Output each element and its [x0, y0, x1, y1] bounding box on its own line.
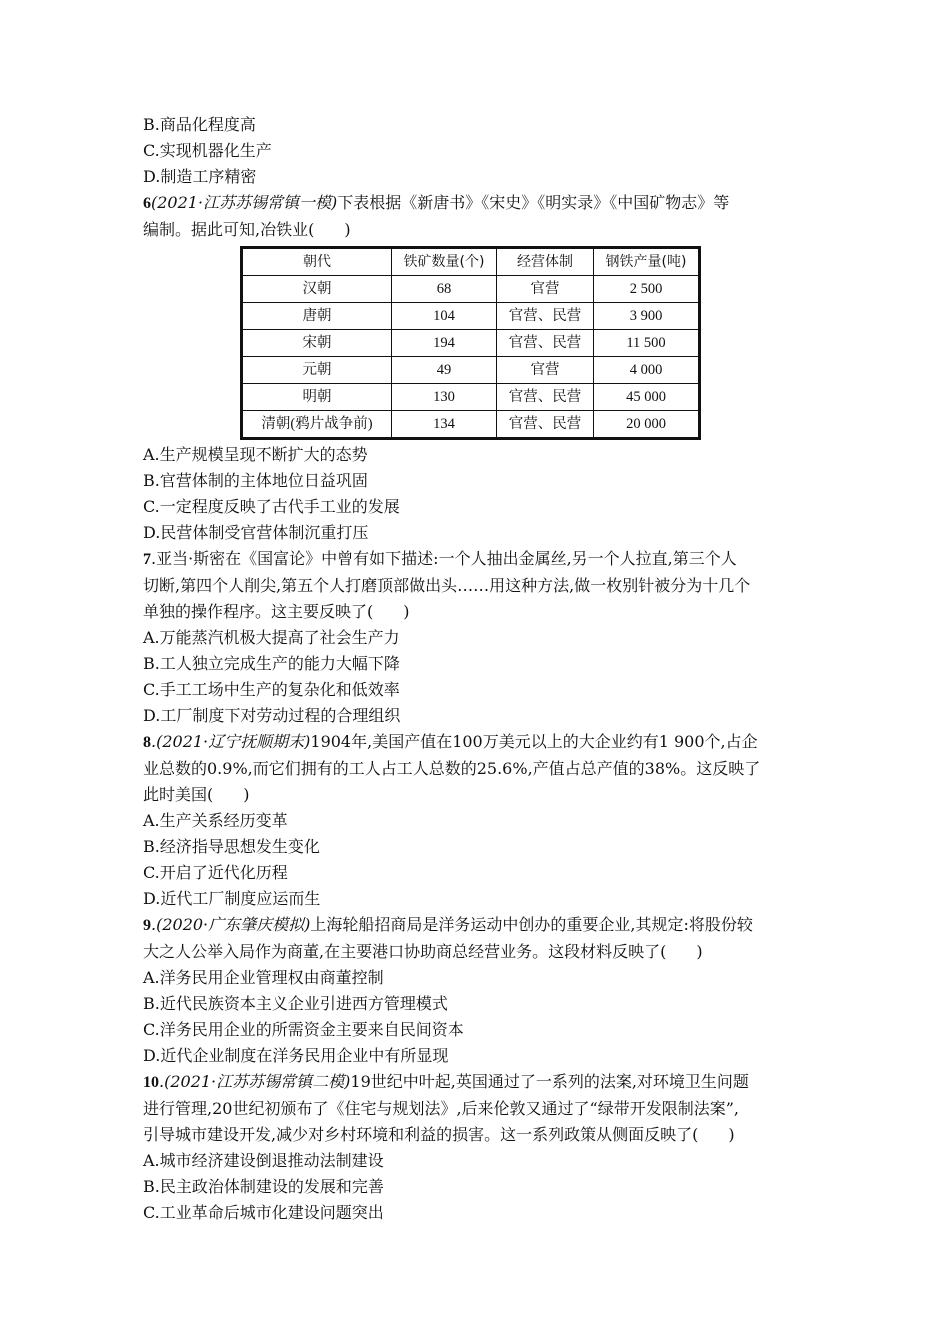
table-cell: 官营、民营: [497, 303, 594, 330]
q5-options: [143, 112, 813, 190]
table-cell: 11 500: [594, 330, 700, 357]
table-row: [242, 357, 700, 384]
table-cell: 130: [392, 384, 497, 411]
q10-stem-line-2: 进行管理,20世纪初颁布了《住宅与规划法》,后来伦敦又通过了“绿带开发限制法案”,: [143, 1099, 739, 1118]
table-cell: 汉朝: [242, 276, 392, 303]
q10-stem-end: ): [728, 1125, 735, 1144]
q8-source: .(2021·辽宁抚顺期末): [151, 732, 311, 751]
q6-stem-text-2: 编制。据此可知,冶铁业(: [143, 220, 315, 239]
table-cell: 官营: [497, 276, 594, 303]
table-cell: 194: [392, 330, 497, 357]
table-cell: 104: [392, 303, 497, 330]
q9-option-a[interactable]: A.洋务民用企业管理权由商董控制: [143, 968, 384, 987]
table-cell: 官营、民营: [497, 411, 594, 439]
table-header-row: [242, 248, 700, 276]
q6-source: (2021·江苏苏锡常镇一模): [151, 193, 338, 212]
q8-option-d[interactable]: D.近代工厂制度应运而生: [143, 889, 321, 908]
table-row: [242, 384, 700, 411]
q7-option-a[interactable]: A.万能蒸汽机极大提高了社会生产力: [143, 628, 400, 647]
q8-stem-text-3: 此时美国(: [143, 785, 214, 804]
q10-option-b[interactable]: B.民主政治体制建设的发展和完善: [143, 1177, 384, 1196]
q8-number: 8: [143, 734, 151, 751]
q7-stem-text-3: 单独的操作程序。这主要反映了(: [143, 602, 374, 621]
q7-stem-text-1: .亚当·斯密在《国富论》中曾有如下描述:一个人抽出金属丝,另一个人拉直,第三个人: [151, 549, 737, 568]
q6-option-c[interactable]: C.一定程度反映了古代手工业的发展: [143, 497, 400, 516]
table-cell: 20 000: [594, 411, 700, 439]
table-cell: 68: [392, 276, 497, 303]
q7-option-b[interactable]: B.工人独立完成生产的能力大幅下降: [143, 654, 400, 673]
exam-page-content: [143, 112, 813, 1226]
q7-stem-line-1: [143, 546, 813, 573]
q6-stem-text-1: 下表根据《新唐书》《宋史》《明实录》《中国矿物志》等: [337, 193, 730, 212]
table-cell: 清朝(鸦片战争前): [242, 411, 392, 439]
q9-source: .(2020·广东肇庆模拟): [151, 915, 311, 934]
table-cell: 明朝: [242, 384, 392, 411]
q8-option-b[interactable]: B.经济指导思想发生变化: [143, 837, 320, 856]
table-cell: 3 900: [594, 303, 700, 330]
q10-source: .(2021·江苏苏锡常镇二模): [159, 1072, 351, 1091]
q7-number: 7: [143, 551, 151, 568]
table-cell: 官营: [497, 357, 594, 384]
question-7: [143, 546, 813, 729]
q8-option-c[interactable]: C.开启了近代化历程: [143, 863, 288, 882]
table-cell: 宋朝: [242, 330, 392, 357]
q6-option-d[interactable]: D.民营体制受官营体制沉重打压: [143, 523, 369, 542]
q9-option-d[interactable]: D.近代企业制度在洋务民用企业中有所显现: [143, 1046, 449, 1065]
q7-option-d[interactable]: D.工厂制度下对劳动过程的合理组织: [143, 706, 401, 725]
question-6: [143, 190, 813, 546]
q6-stem-end: ): [344, 220, 351, 239]
q8-stem-line-1: [143, 729, 813, 756]
q6-option-a[interactable]: A.生产规模呈现不断扩大的态势: [143, 445, 368, 464]
q10-stem-line-3: [143, 1122, 813, 1148]
table-cell: 45 000: [594, 384, 700, 411]
table-row: [242, 276, 700, 303]
table-cell: 4 000: [594, 357, 700, 384]
q9-stem-line-1: [143, 912, 813, 939]
q5-option-d[interactable]: D.制造工序精密: [143, 167, 257, 186]
q10-stem-text-1: 19世纪中叶起,英国通过了一系列的法案,对环境卫生问题: [350, 1072, 749, 1091]
table-cell: 元朝: [242, 357, 392, 384]
q8-stem-text-1: 1904年,美国产值在100万美元以上的大企业约有1 900个,占企: [310, 732, 758, 751]
q10-number: 10: [143, 1074, 159, 1091]
question-8: [143, 729, 813, 912]
q8-stem-line-3: [143, 782, 813, 808]
q9-stem-text-1: 上海轮船招商局是洋务运动中创办的重要企业,其规定:将股份较: [310, 915, 753, 934]
table-row: [242, 330, 700, 357]
q6-stem-line-1: [143, 190, 813, 217]
question-9: [143, 912, 813, 1069]
q9-stem-line-2: [143, 939, 813, 965]
table-header-mine-count: 铁矿数量(个): [392, 248, 497, 276]
q5-option-b[interactable]: B.商品化程度高: [143, 115, 256, 134]
q9-option-c[interactable]: C.洋务民用企业的所需资金主要来自民间资本: [143, 1020, 464, 1039]
q9-stem-text-2: 大之人公举入局作为商董,在主要港口协助商总经营业务。这段材料反映了(: [143, 942, 667, 961]
q6-number: 6: [143, 195, 151, 212]
iron-industry-table: [240, 246, 701, 440]
table-cell: 49: [392, 357, 497, 384]
q9-option-b[interactable]: B.近代民族资本主义企业引进西方管理模式: [143, 994, 448, 1013]
table-row: [242, 303, 700, 330]
q10-stem-line-1: [143, 1069, 813, 1096]
q6-stem-line-2: [143, 217, 813, 243]
table-header-output: 钢铁产量(吨): [594, 248, 700, 276]
table-header-management: 经营体制: [497, 248, 594, 276]
q10-option-a[interactable]: A.城市经济建设倒退推动法制建设: [143, 1151, 384, 1170]
q5-option-c[interactable]: C.实现机器化生产: [143, 141, 272, 160]
q9-number: 9: [143, 917, 151, 934]
q7-stem-end: ): [403, 602, 410, 621]
table-cell: 134: [392, 411, 497, 439]
q8-stem-line-2: 业总数的0.9%,而它们拥有的工人占工人总数的25.6%,产值占总产值的38%。这反映了: [143, 759, 761, 778]
q7-stem-line-2: 切断,第四个人削尖,第五个人打磨顶部做出头……用这种方法,做一枚别针被分为十几个: [143, 576, 751, 595]
table-header-dynasty: 朝代: [242, 248, 392, 276]
q7-stem-line-3: [143, 599, 813, 625]
table-cell: 2 500: [594, 276, 700, 303]
q10-stem-text-3: 引导城市建设开发,减少对乡村环境和利益的损害。这一系列政策从侧面反映了(: [143, 1125, 699, 1144]
table-cell: 官营、民营: [497, 330, 594, 357]
q7-option-c[interactable]: C.手工工场中生产的复杂化和低效率: [143, 680, 400, 699]
q9-stem-end: ): [696, 942, 703, 961]
table-row: [242, 411, 700, 439]
table-cell: 唐朝: [242, 303, 392, 330]
table-cell: 官营、民营: [497, 384, 594, 411]
q6-option-b[interactable]: B.官营体制的主体地位日益巩固: [143, 471, 368, 490]
q8-stem-end: ): [243, 785, 250, 804]
q10-option-c[interactable]: C.工业革命后城市化建设问题突出: [143, 1203, 384, 1222]
question-10: [143, 1069, 813, 1226]
q8-option-a[interactable]: A.生产关系经历变革: [143, 811, 288, 830]
